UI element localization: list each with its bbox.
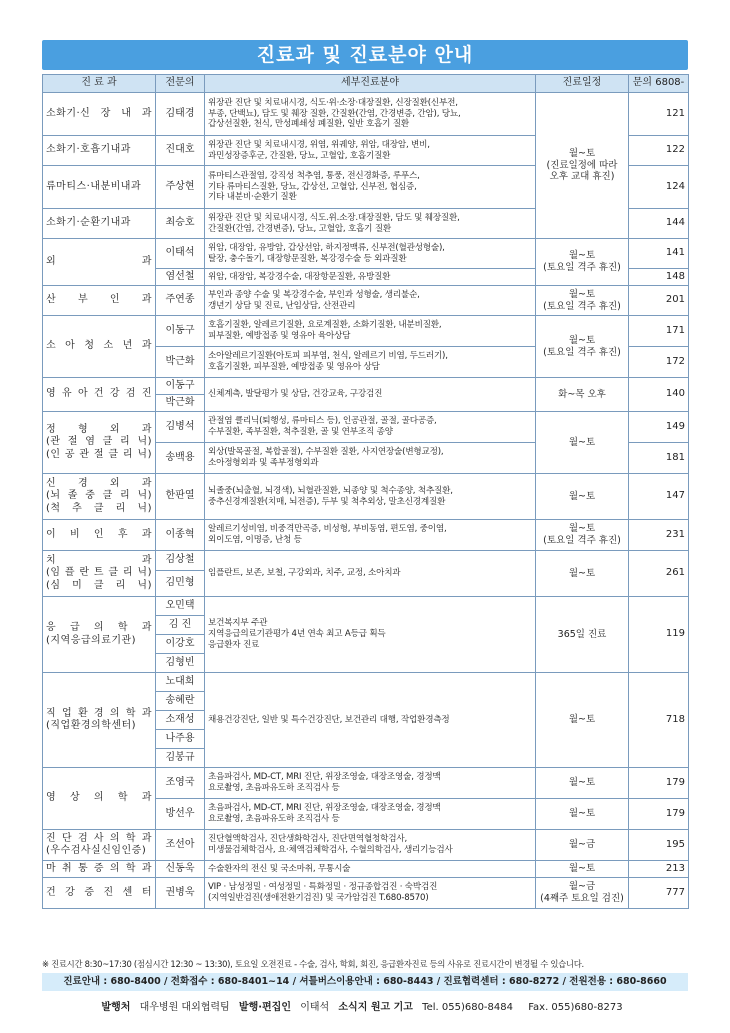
doctor-cell: 박근화 <box>156 395 205 412</box>
fax: Fax. 055)680-8273 <box>528 1002 623 1013</box>
detail-cell: 초음파검사, MD-CT, MRI 진단, 위장조영술, 대장조영술, 경정맥 요로촬영, 초음파유도하 조직검사 등 <box>205 768 536 799</box>
header-detail: 세부진료분야 <box>205 75 536 93</box>
schedule-cell: 월~금 <box>536 830 629 861</box>
ext-cell: 124 <box>629 166 689 209</box>
ext-cell: 181 <box>629 443 689 474</box>
schedule-cell: 월~토 <box>536 799 629 830</box>
doctor-cell: 권병욱 <box>156 878 205 909</box>
doctor-cell: 한판열 <box>156 474 205 520</box>
dept-cell: 응 급 의 학 과 (지역응급의료기관) <box>43 597 156 673</box>
schedule-cell: 월~토 <box>536 673 629 768</box>
table-row <box>43 286 689 316</box>
ext-cell: 140 <box>629 378 689 412</box>
doctor-cell: 이종혁 <box>156 520 205 551</box>
ext-cell: 195 <box>629 830 689 861</box>
doctor-cell: 최승호 <box>156 209 205 239</box>
dept-cell: 영 유 아 건 강 검 진 <box>43 378 156 412</box>
ext-cell: 201 <box>629 286 689 316</box>
dept-cell: 신 경 외 과 (뇌 졸 중 클 리 닉) (척 추 클 리 닉) <box>43 474 156 520</box>
ext-cell: 121 <box>629 93 689 136</box>
doctor-cell: 주연종 <box>156 286 205 316</box>
schedule-cell: 월~토 <box>536 412 629 474</box>
ext-cell: 231 <box>629 520 689 551</box>
doctor-cell: 조영국 <box>156 768 205 799</box>
detail-cell: 채용건강진단, 일반 및 특수건강진단, 보건관리 대행, 작업환경측정 <box>205 673 536 768</box>
detail-cell: 위장관 진단 및 치료내시경, 식도·위·소장·대장질환, 신장질환(신부전, 부종, 단백뇨), 담도 및 췌장 질환, 간질환(간염, 간경변증, 간암), 당뇨, 갑상선질환, 천식, 만성폐쇄성 폐질환, 일반 호흡기 질환 <box>205 93 536 136</box>
ext-cell: 718 <box>629 673 689 768</box>
doctor-cell: 송혜란 <box>156 692 205 711</box>
ext-cell: 172 <box>629 347 689 378</box>
schedule-cell: 월~토 <box>536 861 629 878</box>
doctor-cell: 노대희 <box>156 673 205 692</box>
schedule-cell: 화~목 오후 <box>536 378 629 412</box>
table-row <box>43 316 689 347</box>
ext-cell: 179 <box>629 799 689 830</box>
page-title: 진료과 및 진료분야 안내 <box>42 40 688 70</box>
schedule-cell: 365일 진료 <box>536 597 629 673</box>
dept-cell: 진 단 검 사 의 학 과 (우수검사실신임인증) <box>43 830 156 861</box>
schedule-cell: 월~토 <box>536 551 629 597</box>
ext-cell: 213 <box>629 861 689 878</box>
header-ext: 문의 6808- <box>629 75 689 93</box>
table-row <box>43 412 689 443</box>
dept-cell: 외 과 <box>43 239 156 286</box>
doctor-cell: 방선우 <box>156 799 205 830</box>
ext-cell: 144 <box>629 209 689 239</box>
dept-cell: 치 과 (임 플 란 트 클 리 닉) (심 미 클 리 닉) <box>43 551 156 597</box>
ext-cell: 119 <box>629 597 689 673</box>
detail-cell: 뇌졸중(뇌출혈, 뇌경색), 뇌혈관질환, 뇌종양 및 척수종양, 척추질환, 중추신경계질환(치매, 뇌전증), 두부 및 척추외상, 말초신경계질환 <box>205 474 536 520</box>
ext-cell: 122 <box>629 136 689 166</box>
editor: 이태석 <box>300 1002 330 1013</box>
doctor-cell: 김 진 <box>156 616 205 635</box>
dept-cell: 직 업 환 경 의 학 과 (직업환경의학센터) <box>43 673 156 768</box>
schedule-cell: 월~토 <box>536 768 629 799</box>
detail-cell: 보건복지부 주관 지역응급의료기관평가 4년 연속 최고 A등급 획득 응급환자 진료 <box>205 597 536 673</box>
detail-cell: 부인과 종양 수술 및 복강경수술, 부인과 성형술, 생리불순, 갱년기 상담 및 진료, 난임상담, 산전관리 <box>205 286 536 316</box>
doctor-cell: 이동구 <box>156 378 205 395</box>
detail-cell: 위장관 진단 및 치료내시경, 위염, 위궤양, 위암, 대장암, 변비, 과민성장증후군, 간질환, 당뇨, 고혈압, 호흡기질환 <box>205 136 536 166</box>
doctor-cell: 진대호 <box>156 136 205 166</box>
schedule-cell: 월~토 (토요일 격주 휴진) <box>536 286 629 316</box>
header-doctor: 전문의 <box>156 75 205 93</box>
table-header-row <box>43 75 689 93</box>
table-row <box>43 768 689 799</box>
ext-cell: 777 <box>629 878 689 909</box>
ext-cell: 179 <box>629 768 689 799</box>
table-row <box>43 861 689 878</box>
detail-cell: 초음파검사, MD-CT, MRI 진단, 위장조영술, 대장조영술, 경정맥 요로촬영, 초음파유도하 조직검사 등 <box>205 799 536 830</box>
table-row <box>43 597 689 616</box>
table-row <box>43 239 689 269</box>
doctor-cell: 이동구 <box>156 316 205 347</box>
dept-cell: 소 아 청 소 년 과 <box>43 316 156 378</box>
detail-cell: 수술환자의 전신 및 국소마취, 무통시술 <box>205 861 536 878</box>
doctor-cell: 박근화 <box>156 347 205 378</box>
doctor-cell: 김병석 <box>156 412 205 443</box>
detail-cell: 류마티스관절염, 강직성 척추염, 통풍, 전신경화증, 루푸스, 기타 류마티스질환, 당뇨, 갑상선, 고혈압, 신부전, 협심증, 기타 내분비·순환기 질환 <box>205 166 536 209</box>
ext-cell: 148 <box>629 269 689 286</box>
doctor-cell: 이강호 <box>156 635 205 654</box>
table-row <box>43 673 689 692</box>
header-dept: 진 료 과 <box>43 75 156 93</box>
table-row <box>43 378 689 395</box>
dept-cell: 류마티스·내분비내과 <box>43 166 156 209</box>
department-table <box>42 74 689 909</box>
doctor-cell: 김민형 <box>156 571 205 597</box>
schedule-cell: 월~토 (토요일 격주 휴진) <box>536 520 629 551</box>
ext-cell: 141 <box>629 239 689 269</box>
dept-cell: 소화기·순환기내과 <box>43 209 156 239</box>
doctor-cell: 송백용 <box>156 443 205 474</box>
schedule-cell: 월~토 (진료일정에 따라 오후 교대 휴진) <box>536 93 629 239</box>
detail-cell: 관절염 클리닉(퇴행성, 류마티스 등), 인공관절, 골절, 골다공증, 수부질환, 족부질환, 척추질환, 골 및 연부조직 종양 <box>205 412 536 443</box>
table-row <box>43 551 689 571</box>
doctor-cell: 김태경 <box>156 93 205 136</box>
detail-cell: 위암, 대장암, 유방암, 갑상선암, 하지정맥류, 신부전(혈관성형술), 탈장, 충수돌기, 대장항문질환, 복강경수술 등 외과질환 <box>205 239 536 269</box>
detail-cell: 소아알레르기질환(아토피 피부염, 천식, 알레르기 비염, 두드러기), 호흡기질환, 피부질환, 예방접종 및 영유아 상담 <box>205 347 536 378</box>
detail-cell: 임플란트, 보존, 보철, 구강외과, 치주, 교정, 소아치과 <box>205 551 536 597</box>
schedule-cell: 월~토 (토요일 격주 휴진) <box>536 239 629 286</box>
table-row <box>43 520 689 551</box>
ext-cell: 147 <box>629 474 689 520</box>
doctor-cell: 김형빈 <box>156 654 205 673</box>
ext-cell: 261 <box>629 551 689 597</box>
schedule-cell: 월~토 (토요일 격주 휴진) <box>536 316 629 378</box>
doctor-cell: 이태석 <box>156 239 205 269</box>
dept-cell: 영 상 의 학 과 <box>43 768 156 830</box>
contact-label: 소식지 원고 기고 <box>338 1002 413 1013</box>
dept-cell: 마 취 통 증 의 학 과 <box>43 861 156 878</box>
doctor-cell: 오민택 <box>156 597 205 616</box>
ext-cell: 171 <box>629 316 689 347</box>
dept-cell: 소화기·신 장 내 과 <box>43 93 156 136</box>
doctor-cell: 소재성 <box>156 711 205 730</box>
tel: Tel. 055)680-8484 <box>422 1002 513 1013</box>
table-row <box>43 878 689 909</box>
table-row <box>43 93 689 136</box>
detail-cell: 신체계측, 발달평가 및 상담, 건강교육, 구강검진 <box>205 378 536 412</box>
publisher-info <box>42 998 688 1013</box>
schedule-cell: 월~토 <box>536 474 629 520</box>
doctor-cell: 신동욱 <box>156 861 205 878</box>
header-schedule: 진료일정 <box>536 75 629 93</box>
dept-cell: 정 형 외 과 (관 절 염 클 리 닉) (인 공 관 절 클 리 닉) <box>43 412 156 474</box>
dept-cell: 산 부 인 과 <box>43 286 156 316</box>
dept-cell: 건 강 증 진 센 터 <box>43 878 156 909</box>
doctor-cell: 김봉규 <box>156 749 205 768</box>
editor-label: 발행·편집인 <box>238 1002 292 1013</box>
table-row <box>43 474 689 520</box>
doctor-cell: 주상현 <box>156 166 205 209</box>
footnote: ※ 진료시간 8:30~17:30 (점심시간 12:30 ~ 13:30), 토요일 오전진료 - 수술, 검사, 학회, 회진, 응급환자진료 등의 사유로 진료시간이 변경될 수 있습니다. <box>42 959 584 969</box>
phone-directory: 진료안내 : 680-8400 / 전화접수 : 680-8401~14 / 셔틀버스이용안내 : 680-8443 / 진료협력센터 : 680-8272 / 전원전용 : 680-8660 <box>42 973 688 991</box>
issuer: 대우병원 대외협력팀 <box>139 1002 230 1013</box>
detail-cell: 위장관 진단 및 치료내시경, 식도.위.소장.대장질환, 담도 및 췌장질환, 간질환(간염, 간경변증), 당뇨, 고혈압, 호흡기 질환 <box>205 209 536 239</box>
schedule-cell: 월~금 (4째주 토요일 검진) <box>536 878 629 909</box>
issuer-label: 발행처 <box>101 1002 131 1013</box>
doctor-cell: 염선철 <box>156 269 205 286</box>
detail-cell: 외상(발목골절, 복합골절), 수부질환 질환, 사지연장술(변형교정), 소아정형외과 및 족부정형외과 <box>205 443 536 474</box>
table-row <box>43 830 689 861</box>
detail-cell: 진단혈액학검사, 진단생화학검사, 진단면역혈청학검사, 미생물검체학검사, 요·체액검체학검사, 수혈의학검사, 생리기능검사 <box>205 830 536 861</box>
detail-cell: 알레르기성비염, 비중격만곡증, 비성형, 부비동염, 편도염, 중이염, 외이도염, 이명증, 난청 등 <box>205 520 536 551</box>
ext-cell: 149 <box>629 412 689 443</box>
detail-cell: 위암, 대장암, 복강경수술, 대장항문질환, 유방질환 <box>205 269 536 286</box>
detail-cell: 호흡기질환, 알레르기질환, 요로계질환, 소화기질환, 내분비질환, 피부질환, 예방접종 및 영유아 육아상담 <box>205 316 536 347</box>
dept-cell: 이 비 인 후 과 <box>43 520 156 551</box>
doctor-cell: 조선아 <box>156 830 205 861</box>
dept-cell: 소화기·호흡기내과 <box>43 136 156 166</box>
detail-cell: VIP · 남성정밀 · 여성정밀 · 특화정밀 · 정규종합검진 · 숙박검진 (지역일반검진(생애전환기검진) 및 국가암검진 T.680-8570) <box>205 878 536 909</box>
doctor-cell: 나주용 <box>156 730 205 749</box>
doctor-cell: 김상철 <box>156 551 205 571</box>
